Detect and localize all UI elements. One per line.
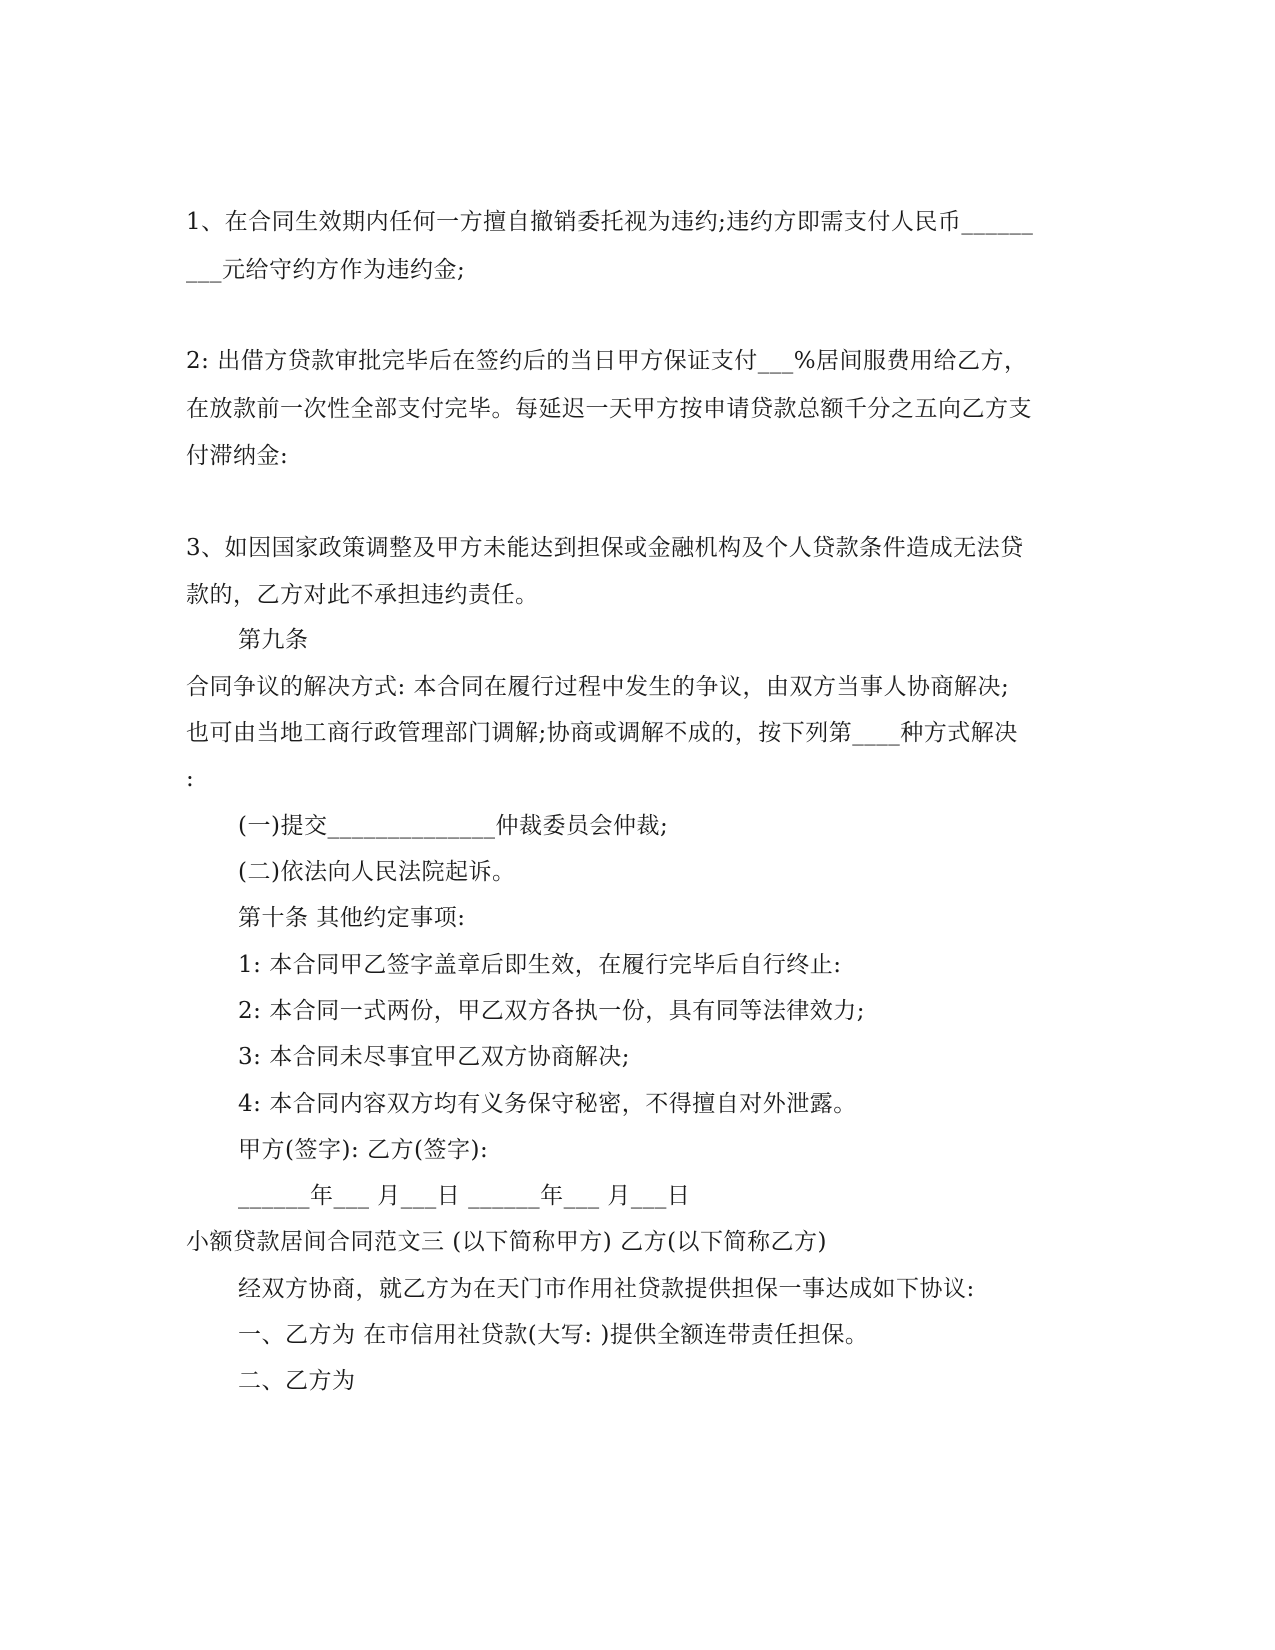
option-court: (二)依法向人民法院起诉。: [238, 859, 516, 885]
clause-2-line-1: 2: 出借方贷款审批完毕后在签约后的当日甲方保证支付___%居间服费用给乙方，: [186, 348, 1028, 374]
dispute-line-2: 也可由当地工商行政管理部门调解;协商或调解不成的，按下列第____种方式解决: [186, 720, 1018, 746]
clause-3-line-1: 3、如因国家政策调整及甲方未能达到担保或金融机构及个人贷款条件造成无法贷: [186, 535, 1024, 561]
dispute-line-3: :: [186, 766, 195, 792]
clause-2-line-3: 付滞纳金:: [186, 443, 289, 469]
clause-3-line-2: 款的，乙方对此不承担违约责任。: [186, 582, 539, 608]
sample-3-title: 小额贷款居间合同范文三 (以下简称甲方) 乙方(以下简称乙方): [186, 1229, 828, 1255]
dispute-line-1: 合同争议的解决方式: 本合同在履行过程中发生的争议，由双方当事人协商解决;: [186, 674, 1010, 700]
other-item-3: 3: 本合同未尽事宜甲乙双方协商解决;: [238, 1044, 630, 1070]
other-item-2: 2: 本合同一式两份，甲乙双方各执一份，具有同等法律效力;: [238, 998, 865, 1024]
date-line: ______年___ 月___日 ______年___ 月___日: [238, 1183, 691, 1209]
option-arbitration: (一)提交______________仲裁委员会仲裁;: [238, 813, 669, 839]
other-item-4: 4: 本合同内容双方均有义务保守秘密，不得擅自对外泄露。: [238, 1091, 857, 1117]
agreement-item-2: 二、乙方为: [238, 1368, 356, 1394]
other-item-1: 1: 本合同甲乙签字盖章后即生效，在履行完毕后自行终止:: [238, 952, 842, 978]
clause-1-line-2: ___元给守约方作为违约金;: [186, 257, 466, 283]
agreement-intro: 经双方协商，就乙方为在天门市作用社贷款提供担保一事达成如下协议:: [238, 1276, 975, 1302]
article-9-heading: 第九条: [238, 627, 309, 653]
clause-1-line-1: 1、在合同生效期内任何一方擅自撤销委托视为违约;违约方即需支付人民币______: [186, 209, 1034, 235]
article-10-heading: 第十条 其他约定事项:: [238, 905, 466, 931]
clause-2-line-2: 在放款前一次性全部支付完毕。每延迟一天甲方按申请贷款总额千分之五向乙方支: [186, 396, 1032, 422]
signature-line: 甲方(签字): 乙方(签字):: [238, 1137, 489, 1163]
agreement-item-1: 一、乙方为 在市信用社贷款(大写: )提供全额连带责任担保。: [238, 1322, 869, 1348]
